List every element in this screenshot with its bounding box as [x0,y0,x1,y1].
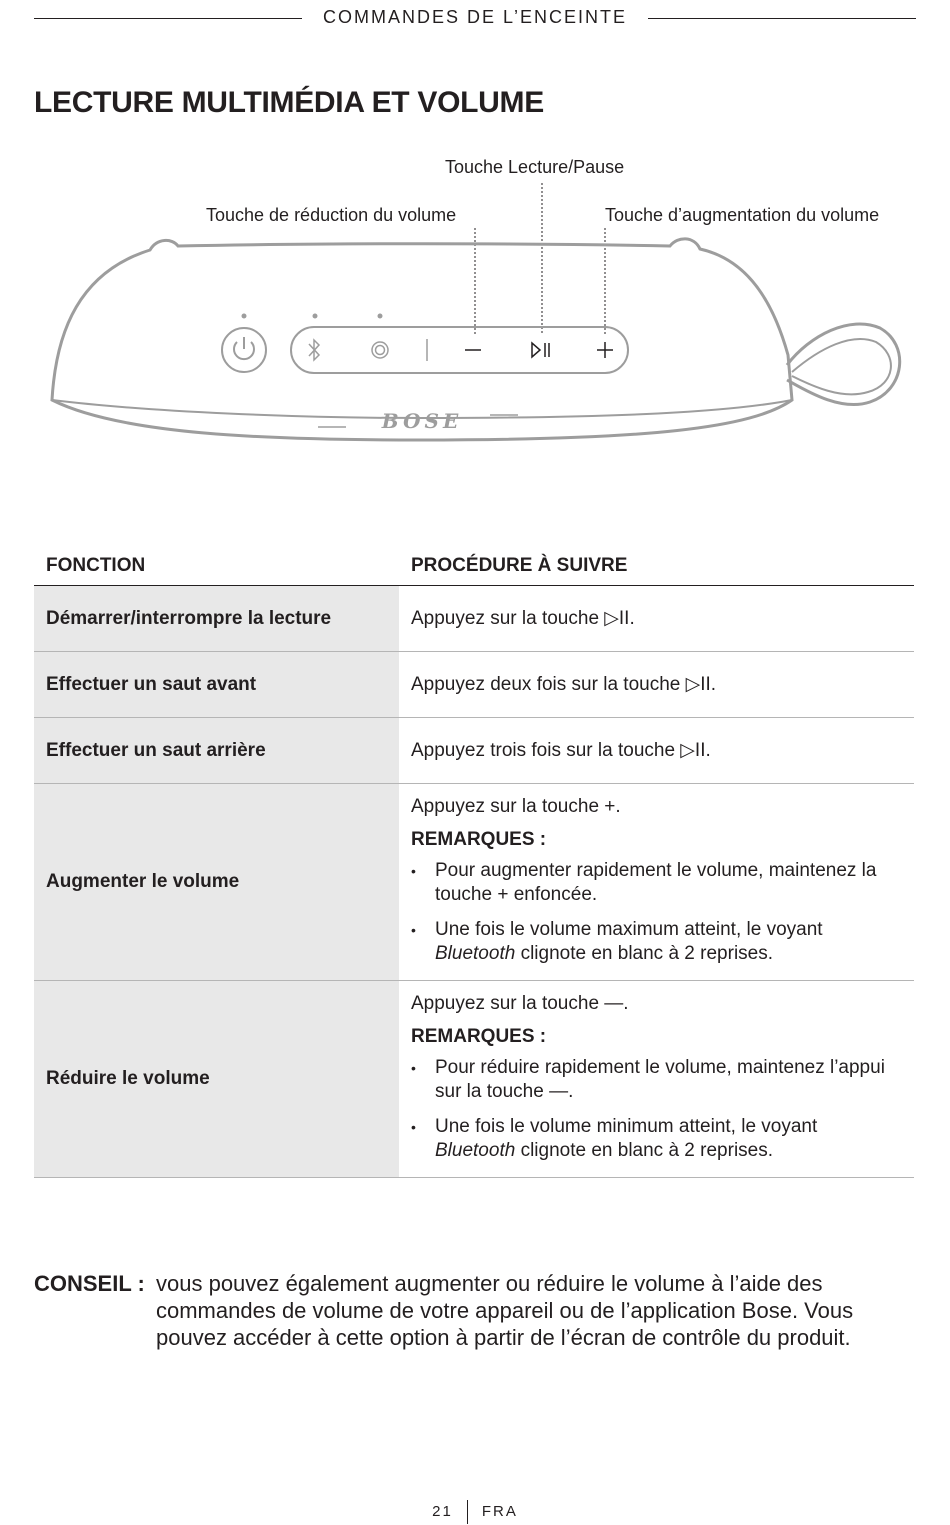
multifunction-icon [372,342,388,358]
table-row [34,981,914,1178]
page-number: 21 [432,1502,453,1520]
remark-item: • Une fois le volume maximum atteint, le voyant Bluetooth clignote en blanc à 2 reprises. [411,918,902,966]
tip-label: CONSEIL : [34,1271,145,1296]
remarks-list [411,1056,902,1163]
remarks-heading: REMARQUES : [411,1026,547,1047]
column-header-procedure: PROCÉDURE À SUIVRE [399,545,914,586]
procedure-cell: Appuyez sur la touche ▷II. [399,586,914,652]
control-strip [291,327,628,373]
plus-icon [597,342,613,358]
table-row [34,652,914,718]
function-cell: Effectuer un saut arrière [34,718,399,784]
function-table [34,545,914,1178]
procedure-cell [399,784,914,981]
bluetooth-led [313,314,318,319]
page-title: LECTURE MULTIMÉDIA ET VOLUME [34,86,544,119]
remark-item: • Une fois le volume minimum atteint, le voyant Bluetooth clignote en blanc à 2 reprises. [411,1115,902,1163]
callout-volume-up: Touche d’augmentation du volume [605,205,880,225]
procedure-cell [399,981,914,1178]
speaker-strap [787,324,900,405]
tip-text: vous pouvez également augmenter ou réduire le volume à l’aide des commandes de volume de votre appareil ou de l’application Bose. Vous pouvez accéder à cette option à partir de l’écran de contrôle du produit. [156,1271,854,1350]
table-row [34,718,914,784]
column-header-function: FONCTION [34,545,399,586]
play-pause-icon [532,343,549,357]
procedure-cell: Appuyez trois fois sur la touche ▷II. [399,718,914,784]
function-cell: Effectuer un saut avant [34,652,399,718]
procedure-text: Appuyez sur la touche —. [411,993,629,1014]
remarks-list [411,859,902,966]
callout-volume-down: Touche de réduction du volume [206,205,457,225]
remarks-heading: REMARQUES : [411,829,547,850]
speaker-illustration [0,150,950,450]
multifunction-led [378,314,383,319]
function-cell: Démarrer/interrompre la lecture [34,586,399,652]
language-code: FRA [481,1502,518,1520]
remark-item: • Pour réduire rapidement le volume, maintenez l’appui sur la touche —. [411,1056,902,1104]
procedure-text: Appuyez sur la touche +. [411,796,621,817]
bose-logo: BOSE [381,409,463,433]
header-section-title: COMMANDES DE L’ENCEINTE [0,7,950,28]
function-cell: Réduire le volume [34,981,399,1178]
table-header-row [34,545,914,586]
procedure-cell: Appuyez deux fois sur la touche ▷II. [399,652,914,718]
function-cell: Augmenter le volume [34,784,399,981]
speaker-diagram [0,150,950,450]
power-led [242,314,247,319]
page-footer [0,1500,950,1524]
callout-play-pause: Touche Lecture/Pause [445,157,625,177]
footer-separator [467,1500,468,1524]
table-row [34,784,914,981]
bluetooth-icon [309,340,319,360]
remark-item: • Pour augmenter rapidement le volume, maintenez la touche + enfoncée. [411,859,902,907]
power-icon [222,328,266,372]
table-row [34,586,914,652]
